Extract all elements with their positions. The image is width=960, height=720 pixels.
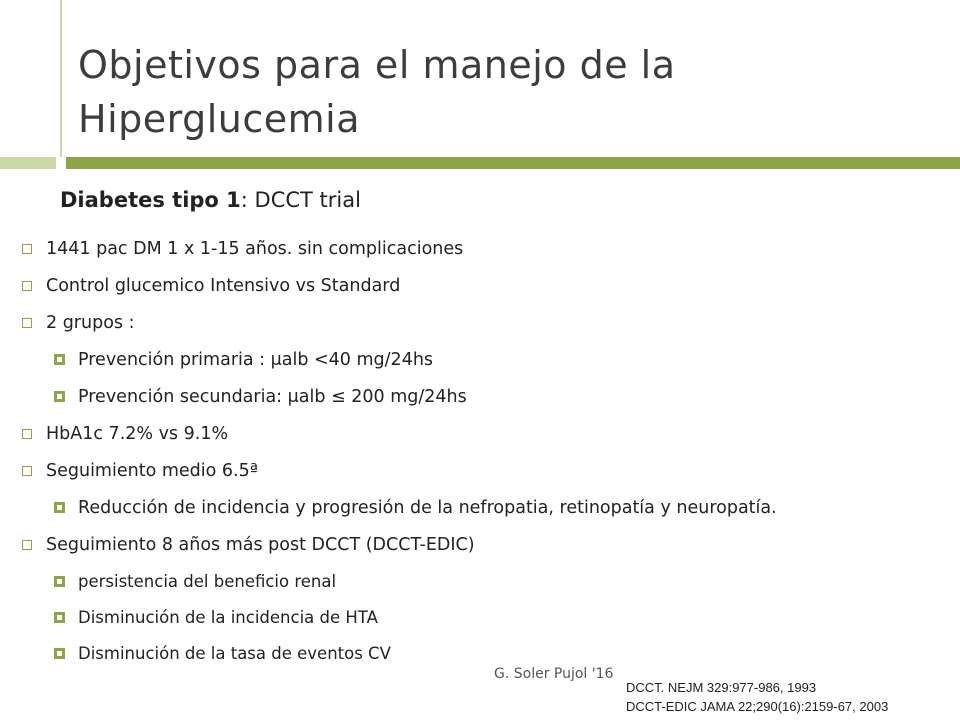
filled-square-bullet-icon [54,648,65,659]
sub-list-item [0,603,960,639]
sub-list-item-text: Disminución de la incidencia de HTA [78,608,378,627]
filled-square-bullet-icon [54,576,65,587]
slide-title [78,38,938,146]
reference-1: DCCT. NEJM 329:977-986, 1993 [626,680,817,695]
filled-square-bullet-icon [54,502,65,513]
sub-list-item-text: Prevención primaria : μalb <40 mg/24hs [78,350,434,370]
decorative-vertical-line [60,0,62,157]
references [626,678,888,716]
sub-list-item-text: Prevención secundaria: μalb ≤ 200 mg/24hs [78,387,467,407]
list-item-text: 2 grupos : [46,313,135,333]
sub-list-item [0,639,960,675]
filled-square-bullet-icon [54,391,65,402]
sub-list-item-text: Disminución de la tasa de eventos CV [78,644,391,663]
square-bullet-icon [22,244,32,254]
decorative-bar-left [0,157,56,169]
square-bullet-icon [22,281,32,291]
list-item [0,308,960,345]
square-bullet-icon [22,318,32,328]
sub-list-item-text: Reducción de incidencia y progresión de la nefropatia, retinopatía y neuropatía. [78,498,777,518]
filled-square-bullet-icon [54,354,65,365]
list-item-text: Seguimiento medio 6.5ª [46,461,258,481]
sub-list-item [0,382,960,419]
list-item-text: HbA1c 7.2% vs 9.1% [46,424,229,444]
list-item [0,271,960,308]
sub-list-item [0,493,960,530]
subtitle-rest: : DCCT trial [240,188,361,212]
list-item [0,530,960,567]
slide-subtitle [60,188,361,212]
list-item-text: Control glucemico Intensivo vs Standard [46,276,401,296]
sub-list-item [0,567,960,603]
filled-square-bullet-icon [54,612,65,623]
square-bullet-icon [22,466,32,476]
reference-2: DCCT-EDIC JAMA 22;290(16):2159-67, 2003 [626,699,889,714]
sub-list-item [0,345,960,382]
sub-list-item-text: persistencia del beneficio renal [78,572,337,591]
list-item-text: Seguimiento 8 años más post DCCT (DCCT-EDIC) [46,535,475,555]
square-bullet-icon [22,429,32,439]
list-item [0,419,960,456]
decorative-bar-right [66,157,960,169]
bullet-list [0,234,960,675]
list-item [0,456,960,493]
list-item [0,234,960,271]
list-item-text: 1441 pac DM 1 x 1-15 años. sin complicaciones [46,239,464,259]
square-bullet-icon [22,540,32,550]
author-credit: G. Soler Pujol '16 [494,666,614,682]
subtitle-bold: Diabetes tipo 1 [60,188,241,212]
title-line-2: Hiperglucemia [78,97,360,141]
title-line-1: Objetivos para el manejo de la [78,43,676,87]
